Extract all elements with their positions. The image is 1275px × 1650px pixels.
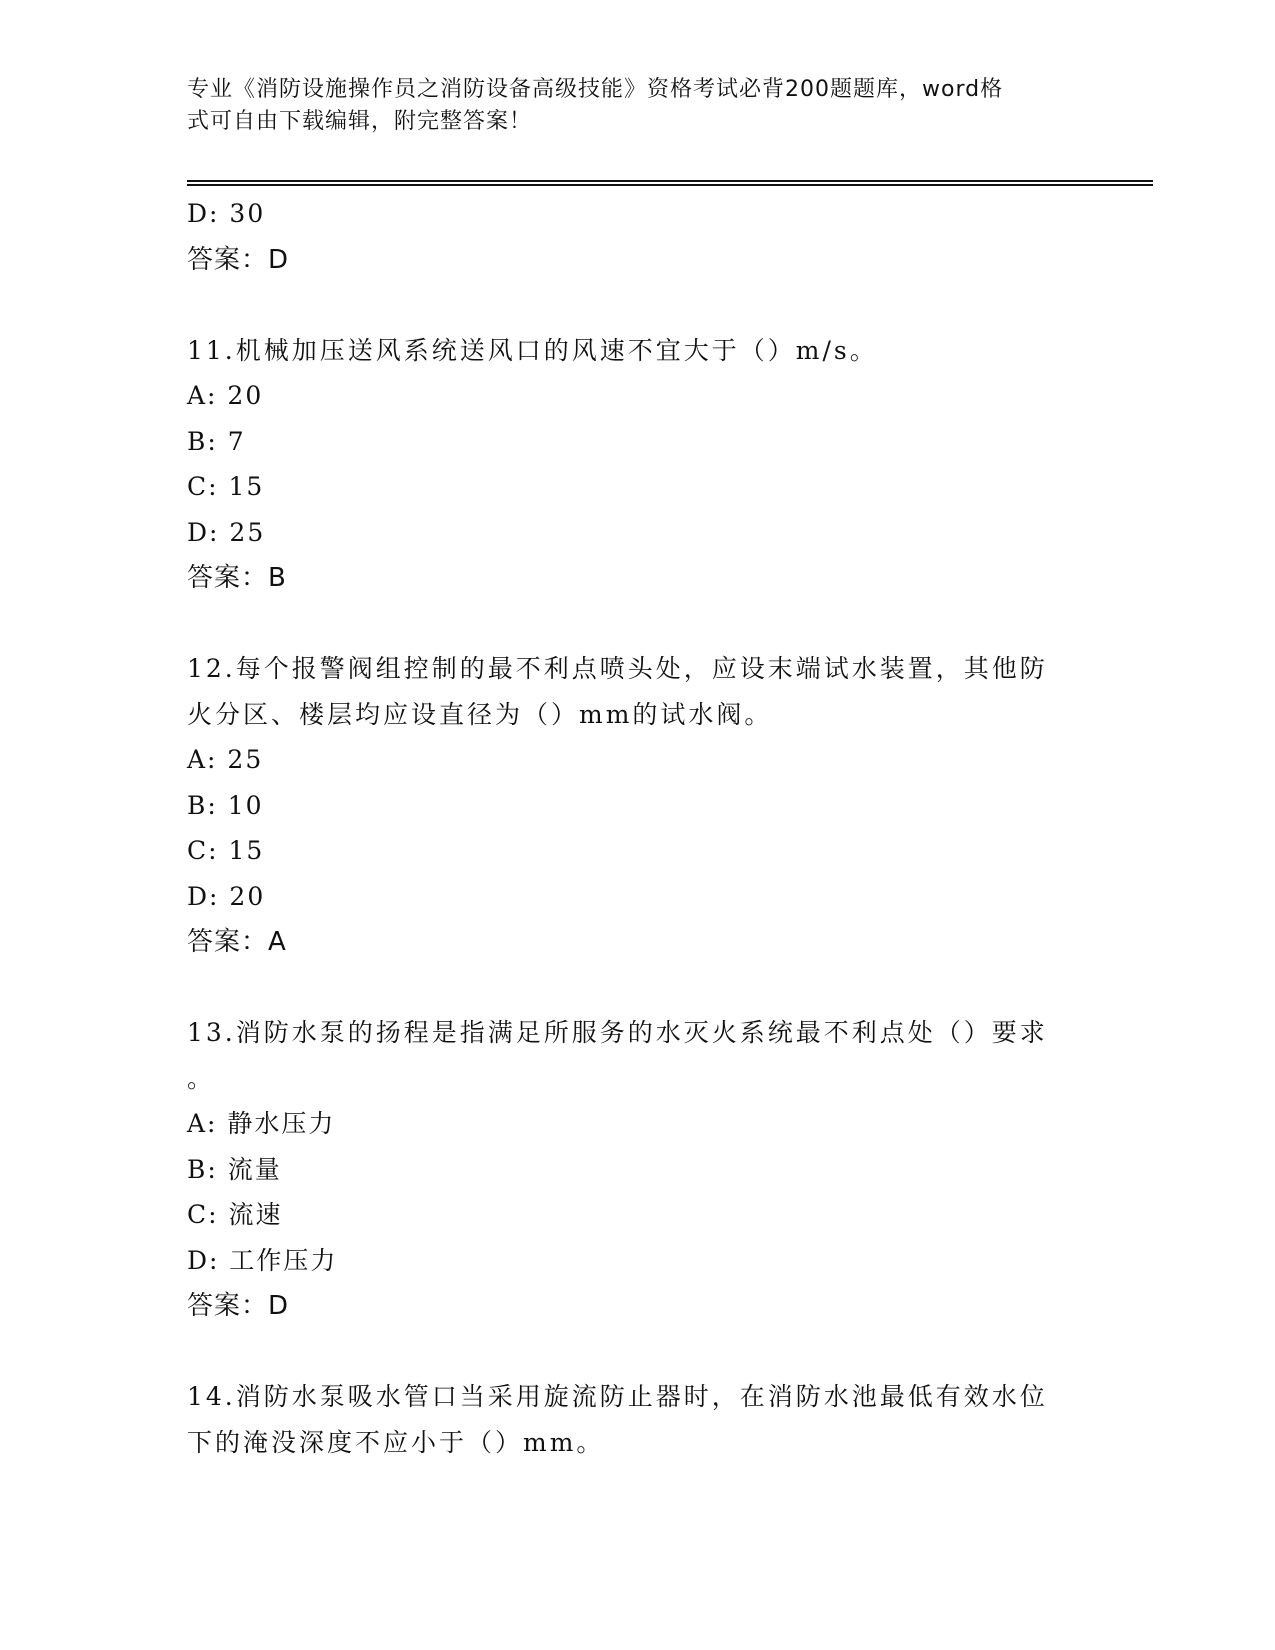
option-b: B: 7	[187, 426, 246, 456]
document-header	[187, 74, 1067, 138]
option-d: D: 工作压力	[187, 1245, 338, 1275]
question-12	[187, 646, 1087, 965]
question-list	[187, 191, 1087, 1465]
option-d: D: 20	[187, 881, 266, 911]
option-d: D: 25	[187, 517, 266, 547]
spacer	[187, 601, 1087, 646]
question-14	[187, 1374, 1087, 1465]
spacer	[187, 1329, 1087, 1374]
option-a: A: 20	[187, 381, 264, 410]
answer-label: 答案：A	[187, 927, 287, 957]
header-line-1: 专业《消防设施操作员之消防设备高级技能》资格考试必背200题题库，word格	[187, 77, 1004, 102]
option-c: C: 15	[187, 472, 265, 501]
question-10-tail	[187, 191, 1087, 283]
answer-label: 答案：B	[187, 563, 287, 593]
option-a: A: 25	[187, 745, 264, 774]
header-divider-top	[187, 180, 1153, 182]
option-b: B: 10	[187, 790, 264, 820]
option-b: B: 流量	[187, 1154, 282, 1184]
answer-label: 答案：D	[187, 244, 290, 275]
question-stem: 11.机械加压送风系统送风口的风速不宜大于（）m/s。	[187, 335, 878, 365]
spacer	[187, 965, 1087, 1010]
option-d: D: 30	[187, 199, 266, 228]
spacer	[187, 283, 1087, 328]
question-stem-line-1: 14.消防水泵吸水管口当采用旋流防止器时，在消防水池最低有效水位	[187, 1382, 1048, 1411]
question-stem-line-2: 火分区、楼层均应设直径为（）mm的试水阀。	[187, 699, 773, 729]
option-c: C: 流速	[187, 1200, 283, 1229]
question-stem-line-2: 。	[187, 1063, 216, 1093]
question-stem-line-2: 下的淹没深度不应小于（）mm。	[187, 1427, 605, 1457]
question-11	[187, 328, 1087, 602]
header-line-2: 式可自由下载编辑，附完整答案！	[187, 109, 533, 134]
option-a: A: 静水压力	[187, 1109, 336, 1138]
header-divider-bottom	[187, 184, 1153, 186]
question-stem-line-1: 12.每个报警阀组控制的最不利点喷头处，应设末端试水装置，其他防	[187, 654, 1048, 683]
answer-label: 答案：D	[187, 1291, 290, 1321]
question-stem-line-1: 13.消防水泵的扬程是指满足所服务的水灭火系统最不利点处（）要求	[187, 1018, 1048, 1047]
question-13	[187, 1010, 1087, 1329]
option-c: C: 15	[187, 836, 265, 865]
